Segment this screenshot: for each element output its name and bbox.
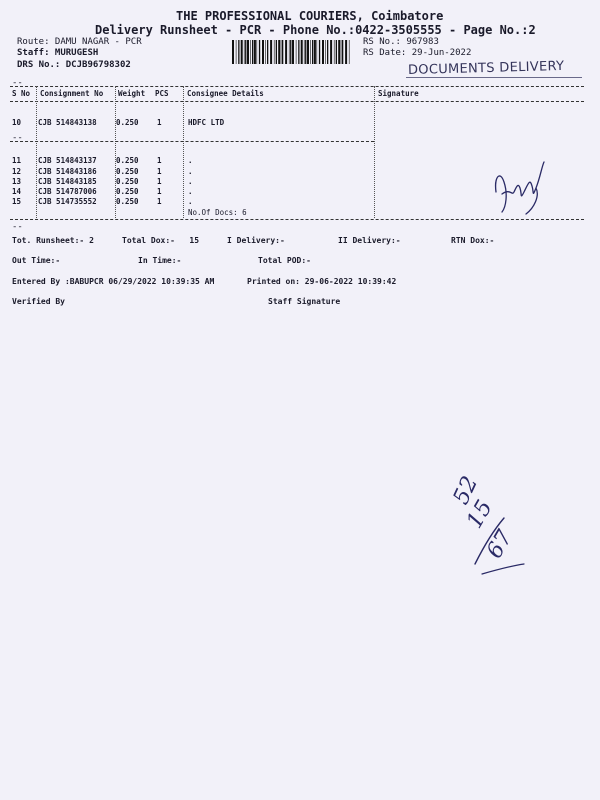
col-weight: Weight	[118, 89, 146, 98]
row-separator: --	[12, 133, 23, 143]
documents-delivery-stamp: DOCUMENTS DELIVERY	[407, 58, 565, 79]
row-consignee: HDFC LTD	[188, 118, 225, 127]
ii-delivery: II Delivery:-	[338, 236, 401, 245]
barcode-bar	[345, 40, 347, 64]
table-top-rule	[10, 86, 584, 87]
barcode-bar	[317, 40, 318, 64]
col-consignment: Consignment No	[40, 89, 104, 98]
row-sno: 14	[12, 187, 22, 196]
barcode-bar	[270, 40, 272, 64]
barcode-bar	[338, 40, 340, 64]
row-weight: 0.250	[116, 177, 139, 186]
barcode-bar	[247, 40, 249, 64]
barcode-bar	[232, 40, 234, 64]
barcode-bar	[310, 40, 311, 64]
col-consignee: Consignee Details	[187, 89, 264, 98]
header-bottom-rule	[10, 101, 584, 102]
barcode-bar	[278, 40, 280, 64]
row-rule	[10, 141, 374, 142]
total-dox: Total Dox:- 15	[122, 236, 200, 245]
row-weight: 0.250	[116, 167, 139, 176]
row-sno: 10	[12, 118, 22, 127]
barcode-bar	[267, 40, 268, 64]
barcode-bar	[304, 40, 305, 64]
row-sno: 15	[12, 197, 22, 206]
col-divider	[183, 86, 184, 218]
tot-runsheet: Tot. Runsheet:- 2	[12, 236, 94, 245]
rs-date: RS Date: 29-Jun-2022	[363, 48, 472, 58]
row-consignee: .	[188, 197, 193, 206]
row-sno: 13	[12, 177, 22, 186]
barcode-bar	[245, 40, 246, 64]
barcode-bar	[336, 40, 337, 64]
barcode-bar	[236, 40, 237, 64]
barcode-bar	[314, 40, 316, 64]
row-weight: 0.250	[116, 118, 139, 127]
row-pcs: 1	[157, 187, 162, 196]
row-weight: 0.250	[116, 156, 139, 165]
barcode-bar	[312, 40, 313, 64]
barcode-image	[232, 40, 352, 64]
row-consignment: CJB 514843138	[38, 118, 97, 127]
row-consignment: CJB 514843137	[38, 156, 97, 165]
barcode-bar	[276, 40, 277, 64]
barcode-bar	[244, 40, 245, 64]
col-sno: S No	[12, 89, 31, 98]
barcode-bar	[296, 40, 297, 64]
barcode-bar	[349, 40, 350, 64]
row-sno: 12	[12, 167, 22, 176]
handwritten-underline	[478, 548, 528, 578]
verified-by: Verified By	[12, 297, 65, 306]
barcode-bar	[254, 40, 256, 64]
col-signature: Signature	[378, 89, 419, 98]
row-consignee: .	[188, 167, 193, 176]
handwritten-number-1: 52	[448, 472, 484, 509]
out-time: Out Time:-	[12, 256, 61, 265]
barcode-bar	[330, 40, 332, 64]
barcode-bar	[327, 40, 328, 64]
barcode-bar	[290, 40, 291, 64]
row-pcs: 1	[157, 167, 162, 176]
handwritten-total: 67	[482, 526, 518, 563]
barcode-bar	[319, 40, 320, 64]
barcode-bar	[262, 40, 264, 64]
row-weight: 0.250	[116, 187, 139, 196]
row-consignment: CJB 514843186	[38, 167, 97, 176]
barcode-bar	[250, 40, 251, 64]
row-pcs: 1	[157, 197, 162, 206]
barcode-bar	[274, 40, 275, 64]
handwritten-number-2: 15	[462, 496, 498, 533]
barcode-bar	[341, 40, 342, 64]
barcode-bar	[281, 40, 282, 64]
barcode-bar	[285, 40, 287, 64]
entered-by: Entered By :BABUPCR 06/29/2022 10:39:35 AM	[12, 277, 215, 286]
barcode-bar	[259, 40, 260, 64]
row-pcs: 1	[157, 177, 162, 186]
no-of-docs: No.Of Docs: 6	[188, 208, 247, 217]
col-divider	[374, 86, 375, 218]
printed-on: Printed on: 29-06-2022 10:39:42	[247, 277, 397, 286]
route-label: Route: DAMU NAGAR - PCR	[17, 37, 142, 47]
barcode-bar	[305, 40, 306, 64]
row-sno: 11	[12, 156, 22, 165]
barcode-bar	[325, 40, 326, 64]
rs-number: RS No.: 967983	[363, 37, 439, 47]
row-pcs: 1	[157, 118, 162, 127]
barcode-bar	[322, 40, 324, 64]
col-pcs: PCS	[155, 89, 169, 98]
barcode-bar	[282, 40, 283, 64]
total-pod: Total POD:-	[258, 256, 311, 265]
row-consignment: CJB 514735552	[38, 197, 97, 206]
barcode-bar	[298, 40, 299, 64]
bottom-mark: --	[12, 222, 23, 232]
row-consignee: .	[188, 177, 193, 186]
rtn-dox: RTN Dox:-	[451, 236, 495, 245]
i-delivery: I Delivery:-	[227, 236, 285, 245]
barcode-bar	[307, 40, 309, 64]
barcode-bar	[342, 40, 343, 64]
col-divider	[36, 86, 37, 218]
company-title: THE PROFESSIONAL COURIERS, Coimbatore	[176, 9, 444, 23]
barcode-bar	[265, 40, 266, 64]
in-time: In Time:-	[138, 256, 182, 265]
runsheet-subtitle: Delivery Runsheet - PCR - Phone No.:0422-3505555 - Page No.:2	[95, 23, 536, 37]
barcode-bar	[257, 40, 258, 64]
row-pcs: 1	[157, 156, 162, 165]
barcode-bar	[252, 40, 253, 64]
barcode-bar	[241, 40, 243, 64]
row-consignment: CJB 514787006	[38, 187, 97, 196]
signature-scribble	[486, 152, 556, 222]
row-consignee: .	[188, 156, 193, 165]
row-weight: 0.250	[116, 197, 139, 206]
barcode-bar	[289, 40, 290, 64]
staff-label: Staff: MURUGESH	[17, 48, 99, 58]
staff-signature-label: Staff Signature	[268, 297, 341, 306]
barcode-bar	[301, 40, 303, 64]
row-consignee: .	[188, 187, 193, 196]
barcode-bar	[238, 40, 239, 64]
barcode-bar	[334, 40, 335, 64]
stamp-underline	[406, 77, 582, 78]
drs-number: DRS No.: DCJB96798302	[17, 60, 131, 70]
barcode-bar	[292, 40, 294, 64]
row-consignment: CJB 514843185	[38, 177, 97, 186]
leading-mark: --	[12, 78, 23, 88]
